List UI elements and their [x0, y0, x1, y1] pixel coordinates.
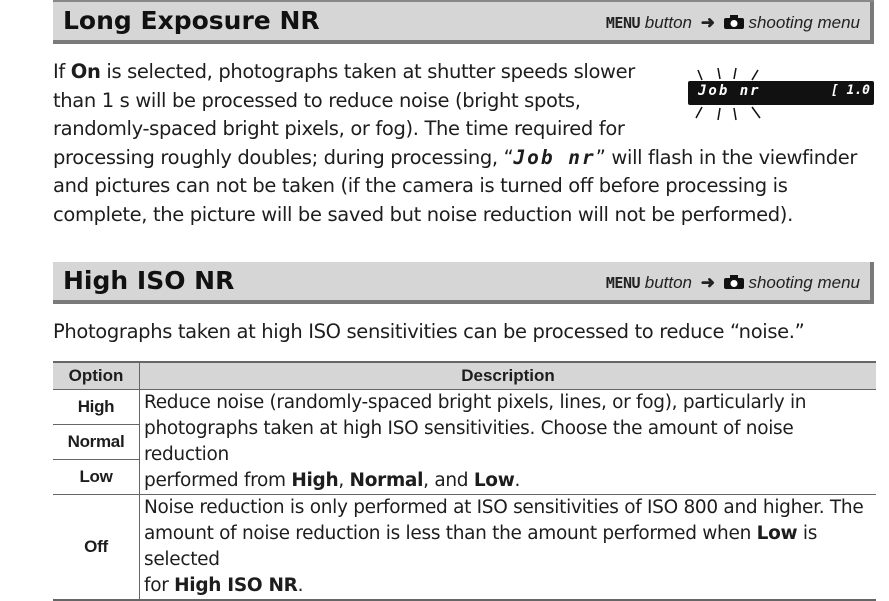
- option-high: High: [53, 390, 140, 425]
- viewfinder-label: Job nr: [698, 83, 761, 99]
- text: , and: [423, 470, 474, 491]
- text: is selected, photographs taken at shutter speeds slower: [100, 60, 635, 83]
- para-line: than 1 s will be processed to reduce noise (bright spots,: [53, 88, 581, 112]
- option-low: Low: [53, 460, 140, 495]
- bold-low: Low: [756, 523, 798, 544]
- camera-icon: [724, 275, 744, 289]
- text: .: [514, 470, 521, 491]
- arrow-icon: ➜: [700, 13, 715, 32]
- option-normal: Normal: [53, 425, 140, 460]
- table-row: [53, 390, 876, 425]
- text: processing roughly doubles; during processing, “: [53, 145, 514, 169]
- menu-path: [606, 13, 860, 33]
- menu-target-label: shooting menu: [748, 13, 860, 32]
- menu-path: [606, 273, 860, 293]
- section-title: High ISO NR: [63, 266, 235, 295]
- menu-button-word: button: [644, 273, 693, 292]
- camera-icon: [724, 15, 744, 29]
- viewfinder-display: [688, 81, 874, 105]
- bold-low: Low: [473, 470, 515, 491]
- description-cell: [140, 495, 877, 601]
- text: for: [144, 575, 175, 596]
- description-cell: [140, 390, 877, 495]
- long-exposure-nr-header: [53, 2, 874, 44]
- menu-target-label: shooting menu: [748, 273, 860, 292]
- section-title: Long Exposure NR: [63, 6, 320, 35]
- text: .: [297, 575, 304, 596]
- bold-high-iso-nr: High ISO NR: [174, 575, 298, 596]
- text: If: [53, 60, 71, 83]
- arrow-icon: ➜: [700, 273, 715, 292]
- text: ,: [338, 470, 350, 491]
- viewfinder-right-readout: [ 1.0: [830, 83, 870, 98]
- text: amount of noise reduction is less than the amount performed when: [144, 523, 757, 544]
- bold-normal: Normal: [349, 470, 424, 491]
- options-table: [53, 361, 876, 601]
- lcd-job-nr: Job nr: [513, 145, 596, 169]
- para-line: randomly-spaced bright pixels, or fog). The time required for: [53, 117, 625, 140]
- option-off: Off: [53, 495, 140, 601]
- bold-high: High: [291, 470, 339, 491]
- table-row: [53, 495, 876, 601]
- column-header-description: Description: [140, 362, 877, 390]
- text: is selected: [144, 523, 818, 570]
- menu-key-label: MENU: [605, 14, 641, 32]
- desc-line: Noise reduction is only performed at ISO sensitivities of ISO 800 and higher. The: [144, 497, 864, 518]
- para-line: complete, the picture will be saved but noise reduction will not be performed).: [53, 202, 793, 226]
- table-header-row: [53, 362, 876, 390]
- desc-line: Reduce noise (randomly-spaced bright pixels, lines, or fog), particularly in: [144, 392, 807, 413]
- high-iso-nr-description: Photographs taken at high ISO sensitivities can be processed to reduce “noise.”: [53, 320, 805, 343]
- on-option: On: [70, 60, 101, 83]
- para-line: and pictures can not be taken (if the camera is turned off before processing is: [53, 174, 788, 197]
- high-iso-nr-header: [53, 262, 874, 304]
- menu-button-word: button: [644, 13, 693, 32]
- desc-line: photographs taken at high ISO sensitivities. Choose the amount of noise reduction: [144, 418, 794, 465]
- para-line: [53, 144, 857, 173]
- viewfinder-illustration: [688, 66, 874, 122]
- menu-key-label: MENU: [605, 274, 641, 292]
- text: performed from: [144, 470, 292, 491]
- text: ” will flash in the viewfinder: [595, 145, 858, 169]
- desc-line: [144, 468, 876, 494]
- desc-line: [144, 521, 876, 573]
- desc-line: [144, 573, 876, 599]
- column-header-option: Option: [53, 362, 140, 390]
